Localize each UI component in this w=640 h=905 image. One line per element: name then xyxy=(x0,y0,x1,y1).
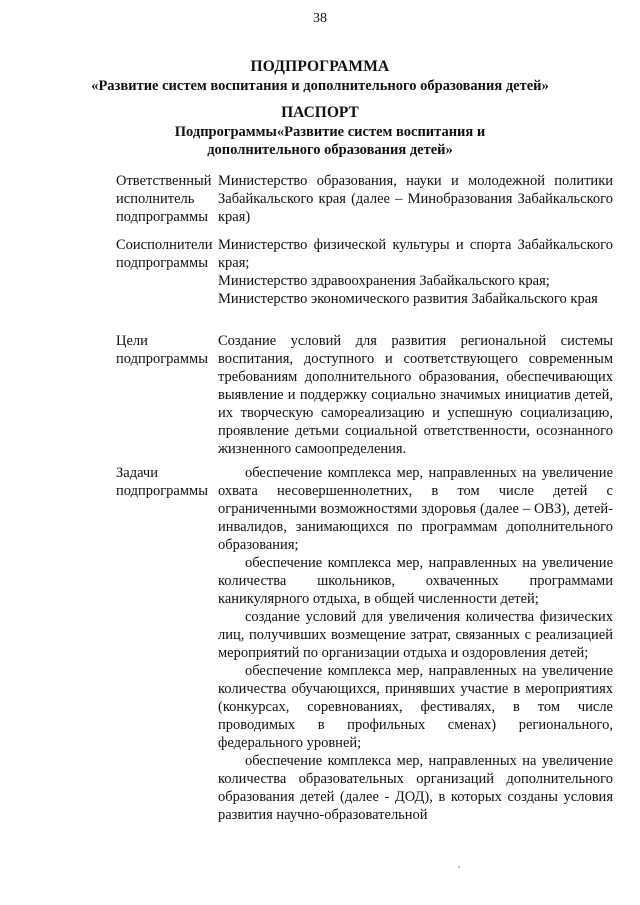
section-label: Соисполнители подпрограммы xyxy=(116,237,213,271)
paragraph: создание условий для увеличения количества физических лиц, получивших возмещение затрат, связанных с реализацией мероприятий по организации отдыха и оздоровления детей; xyxy=(218,609,613,661)
section-content xyxy=(218,172,613,226)
section-content xyxy=(218,236,613,308)
paragraph: обеспечение комплекса мер, направленных на увеличение количества школьников, охваченных программами каникулярного отдыха, в общей численности детей; xyxy=(218,555,613,607)
paragraph: Министерство образования, науки и молодежной политики Забайкальского края (далее – Минобразования Забайкальского края) xyxy=(218,173,613,225)
paragraph: Создание условий для развития региональной системы воспитания, доступного и соответствующего современным требованиям дополнительного образования, обеспечивающих выявление и поддержку социально значимых инициатив детей, их творческую самореализацию и успешную социализацию, проявление детьми социальной ответственности, осознанного жизненного самоопределения. xyxy=(218,333,613,457)
passport-title: ПАСПОРТ xyxy=(281,104,359,121)
section-label: Задачи подпрограммы xyxy=(116,465,208,499)
paragraph: обеспечение комплекса мер, направленных на увеличение количества обучающихся, принявших участие в мероприятиях (конкурсах, соревнованиях, фестивалях, в том числе проводимых в профильных сменах) регионального, федерального уровней; xyxy=(218,663,613,751)
section-label: Цели подпрограммы xyxy=(116,333,208,367)
paragraph: обеспечение комплекса мер, направленных на увеличение количества образовательных организаций дополнительного образования детей (далее - ДОД), в которых созданы условия развития научно-образовательной xyxy=(218,753,613,823)
passport-subtitle: Подпрограммы«Развитие систем воспитания и дополнительного образования детей» xyxy=(174,124,486,158)
paragraph: Министерство здравоохранения Забайкальского края; xyxy=(218,273,550,289)
program-subtitle: «Развитие систем воспитания и дополнительного образования детей» xyxy=(91,78,549,94)
paragraph: Министерство экономического развития Забайкальского края xyxy=(218,291,598,307)
page-number: 38 xyxy=(313,11,327,26)
program-title: ПОДПРОГРАММА xyxy=(250,58,390,75)
paragraph: Министерство физической культуры и спорта Забайкальского края; xyxy=(218,237,613,271)
section-content xyxy=(218,464,613,824)
paragraph: обеспечение комплекса мер, направленных на увеличение охвата несовершеннолетних, в том числе детей с ограниченными возможностями здоровья (далее – ОВЗ), детей-инвалидов, занимающихся по программам дополнительного образования; xyxy=(218,465,613,553)
section-label: Ответственный исполнитель подпрограммы xyxy=(116,173,212,225)
scan-artifact xyxy=(458,866,460,868)
section-content xyxy=(218,332,613,458)
